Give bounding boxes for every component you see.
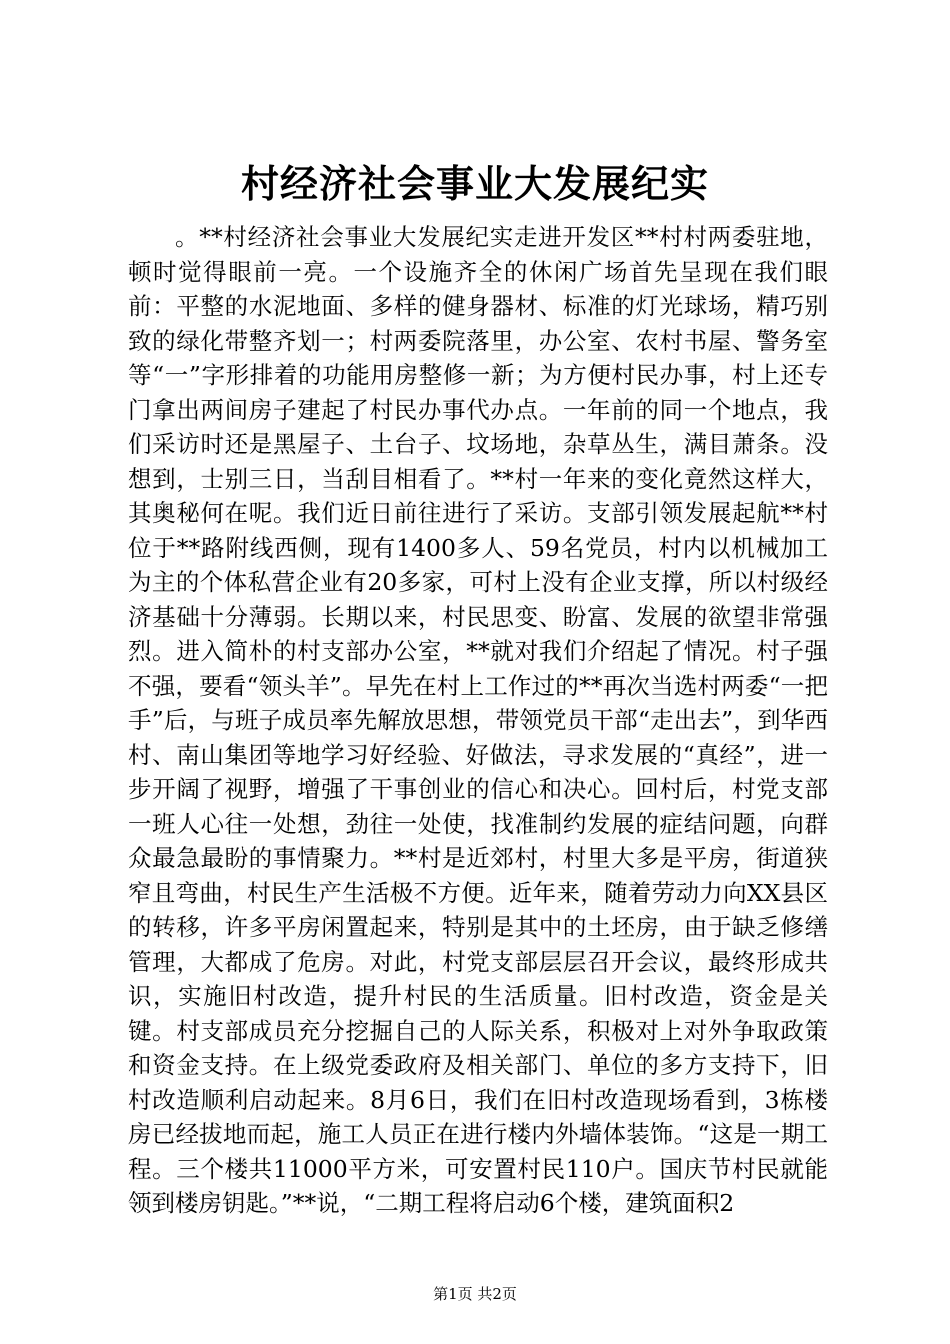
document-body-paragraph: 。**村经济社会事业大发展纪实走进开发区**村村两委驻地，顿时觉得眼前一亮。一个设施齐全的休闲广场首先呈现在我们眼前：平整的水泥地面、多样的健身器材、标准的灯光球场，精巧别致的绿化带整齐划一；村两委院落里，办公室、农村书屋、警务室等“一”字形排着的功能用房整修一新；为方便村民办事，村上还专门拿出两间房子建起了村民办事代办点。一年前的同一个地点，我们采访时还是黑屋子、土台子、坟场地，杂草丛生，满目萧条。没想到，士别三日，当刮目相看了。**村一年来的变化竟然这样大，其奥秘何在呢。我们近日前往进行了采访。支部引领发展起航**村位于**路附线西侧，现有1400多人、59名党员，村内以机械加工为主的个体私营企业有20多家，可村上没有企业支撑，所以村级经济基础十分薄弱。长期以来，村民思变、盼富、发展的欲望非常强烈。进入简朴的村支部办公室，**就对我们介绍起了情况。村子强不强，要看“领头羊”。早先在村上工作过的**再次当选村两委“一把手”后，与班子成员率先解放思想，带领党员干部“走出去”，到华西村、南山集团等地学习好经验、好做法，寻求发展的“真经”，进一步开阔了视野，增强了干事创业的信心和决心。回村后，村党支部一班人心往一处想，劲往一处使，找准制约发展的症结问题，向群众最急最盼的事情聚力。**村是近郊村，村里大多是平房，街道狭窄且弯曲，村民生产生活极不方便。近年来，随着劳动力向XX县区的转移，许多平房闲置起来，特别是其中的土坯房，由于缺乏修缮管理，大都成了危房。对此，村党支部层层召开会议，最终形成共识，实施旧村改造，提升村民的生活质量。旧村改造，资金是关键。村支部成员充分挖掘自己的人际关系，积极对上对外争取政策和资金支持。在上级党委政府及相关部门、单位的多方支持下，旧村改造顺利启动起来。8月6日，我们在旧村改造现场看到，3栋楼房已经拔地而起，施工人员正在进行楼内外墙体装饰。“这是一期工程。三个楼共11000平方米，可安置村民110户。国庆节村民就能领到楼房钥匙。”**说，“二期工程将启动6个楼，建筑面积2 (128, 223, 828, 1217)
page-number-footer: 第1页 共2页 (433, 1285, 517, 1303)
document-title: 村经济社会事业大发展纪实 (240, 161, 709, 206)
